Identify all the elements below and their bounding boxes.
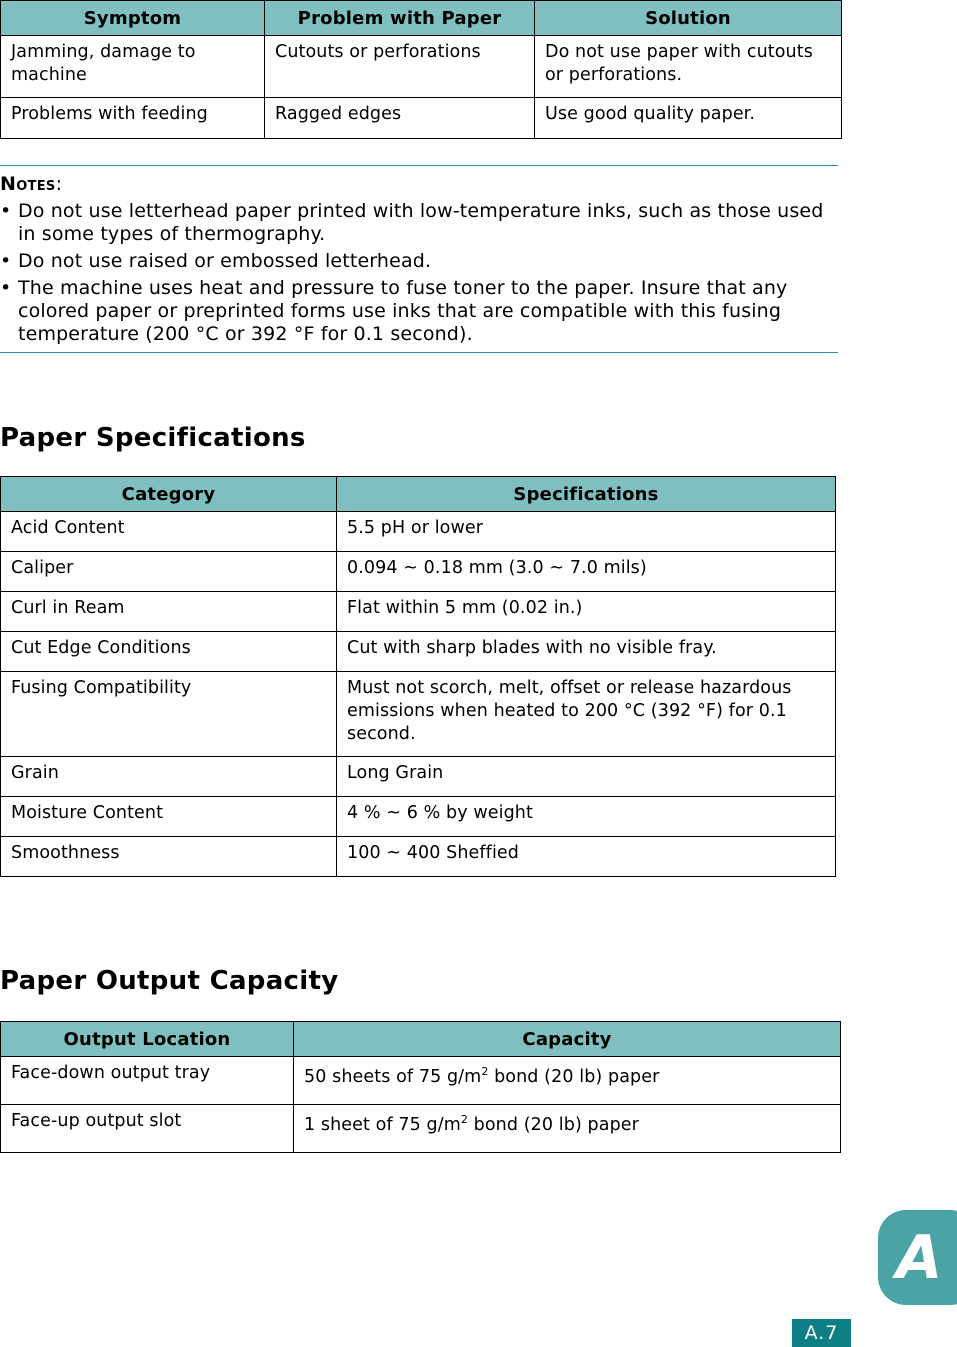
- paper-output-capacity-table: [0, 1021, 841, 1153]
- cell-output-location: Face-down output tray: [1, 1057, 294, 1105]
- table-row: [1, 757, 836, 797]
- table-row: [1, 552, 836, 592]
- superscript: 2: [481, 1065, 489, 1079]
- cell-specification: Flat within 5 mm (0.02 in.): [337, 592, 836, 632]
- table-header-row: [1, 1, 842, 36]
- cell-category: Acid Content: [1, 512, 337, 552]
- note-text: Do not use letterhead paper printed with low-temperature inks, such as those used in some types of thermography.: [18, 200, 824, 245]
- header-category: Category: [1, 477, 337, 512]
- cell-specification: 5.5 pH or lower: [337, 512, 836, 552]
- table-header-row: [1, 1022, 841, 1057]
- cell-problem: Cutouts or perforations: [265, 36, 535, 98]
- cell-specification: 4 % ~ 6 % by weight: [337, 797, 836, 837]
- table-row: [1, 632, 836, 672]
- notes-title-text: Notes: [0, 173, 56, 195]
- header-specifications: Specifications: [337, 477, 836, 512]
- cell-specification: 0.094 ~ 0.18 mm (3.0 ~ 7.0 mils): [337, 552, 836, 592]
- cell-solution: Do not use paper with cutouts or perforations.: [535, 36, 842, 98]
- cell-capacity: [294, 1057, 841, 1105]
- cell-problem: Ragged edges: [265, 98, 535, 139]
- cell-solution: Use good quality paper.: [535, 98, 842, 139]
- table-row: [1, 837, 836, 877]
- capacity-text-end: bond (20 lb) paper: [488, 1067, 660, 1087]
- notes-title: [0, 173, 838, 196]
- cell-specification: Must not scorch, melt, offset or release hazardous emissions when heated to 200 °C (392 °F) for 0.1 second.: [337, 672, 836, 757]
- header-output-location: Output Location: [1, 1022, 294, 1057]
- notes-colon: :: [55, 173, 63, 195]
- appendix-tab: [878, 1210, 957, 1305]
- section-title-paper-specifications: Paper Specifications: [0, 423, 306, 453]
- table-row: [1, 1105, 841, 1153]
- note-item: [0, 250, 838, 273]
- capacity-text: 50 sheets of 75 g/m: [304, 1067, 482, 1087]
- table-row: [1, 512, 836, 552]
- cell-symptom: Problems with feeding: [1, 98, 265, 139]
- note-item: [0, 200, 838, 246]
- page-number: A.7: [792, 1319, 851, 1347]
- header-problem: Problem with Paper: [265, 1, 535, 36]
- notes-box: [0, 165, 838, 353]
- capacity-text-end: bond (20 lb) paper: [468, 1115, 639, 1135]
- bullet-icon: •: [0, 250, 12, 272]
- appendix-letter: A: [896, 1223, 943, 1293]
- note-text: Do not use raised or embossed letterhead.: [18, 250, 432, 272]
- header-symptom: Symptom: [1, 1, 265, 36]
- bullet-icon: •: [0, 200, 12, 222]
- cell-specification: Cut with sharp blades with no visible fray.: [337, 632, 836, 672]
- cell-category: Caliper: [1, 552, 337, 592]
- table-row: [1, 98, 842, 139]
- table-row: [1, 592, 836, 632]
- table-row: [1, 672, 836, 757]
- cell-specification: 100 ~ 400 Sheffied: [337, 837, 836, 877]
- table-row: [1, 797, 836, 837]
- cell-category: Grain: [1, 757, 337, 797]
- table-header-row: [1, 477, 836, 512]
- paper-specifications-table: [0, 476, 836, 877]
- section-title-paper-output-capacity: Paper Output Capacity: [0, 966, 339, 996]
- cell-capacity: [294, 1105, 841, 1153]
- note-text: The machine uses heat and pressure to fuse toner to the paper. Insure that any colored paper or preprinted forms use inks that are compatible with this fusing temperature (200 °C or 392 °F for 0.1 second).: [18, 277, 788, 345]
- paper-problems-table: [0, 0, 842, 139]
- cell-category: Fusing Compatibility: [1, 672, 337, 757]
- table-row: [1, 1057, 841, 1105]
- capacity-text: 1 sheet of 75 g/m: [304, 1115, 461, 1135]
- header-capacity: Capacity: [294, 1022, 841, 1057]
- header-solution: Solution: [535, 1, 842, 36]
- cell-symptom: Jamming, damage to machine: [1, 36, 265, 98]
- cell-output-location: Face-up output slot: [1, 1105, 294, 1153]
- cell-category: Smoothness: [1, 837, 337, 877]
- superscript: 2: [460, 1113, 468, 1127]
- cell-specification: Long Grain: [337, 757, 836, 797]
- bullet-icon: •: [0, 277, 12, 299]
- cell-category: Moisture Content: [1, 797, 337, 837]
- note-item: [0, 277, 838, 346]
- cell-category: Curl in Ream: [1, 592, 337, 632]
- cell-category: Cut Edge Conditions: [1, 632, 337, 672]
- table-row: [1, 36, 842, 98]
